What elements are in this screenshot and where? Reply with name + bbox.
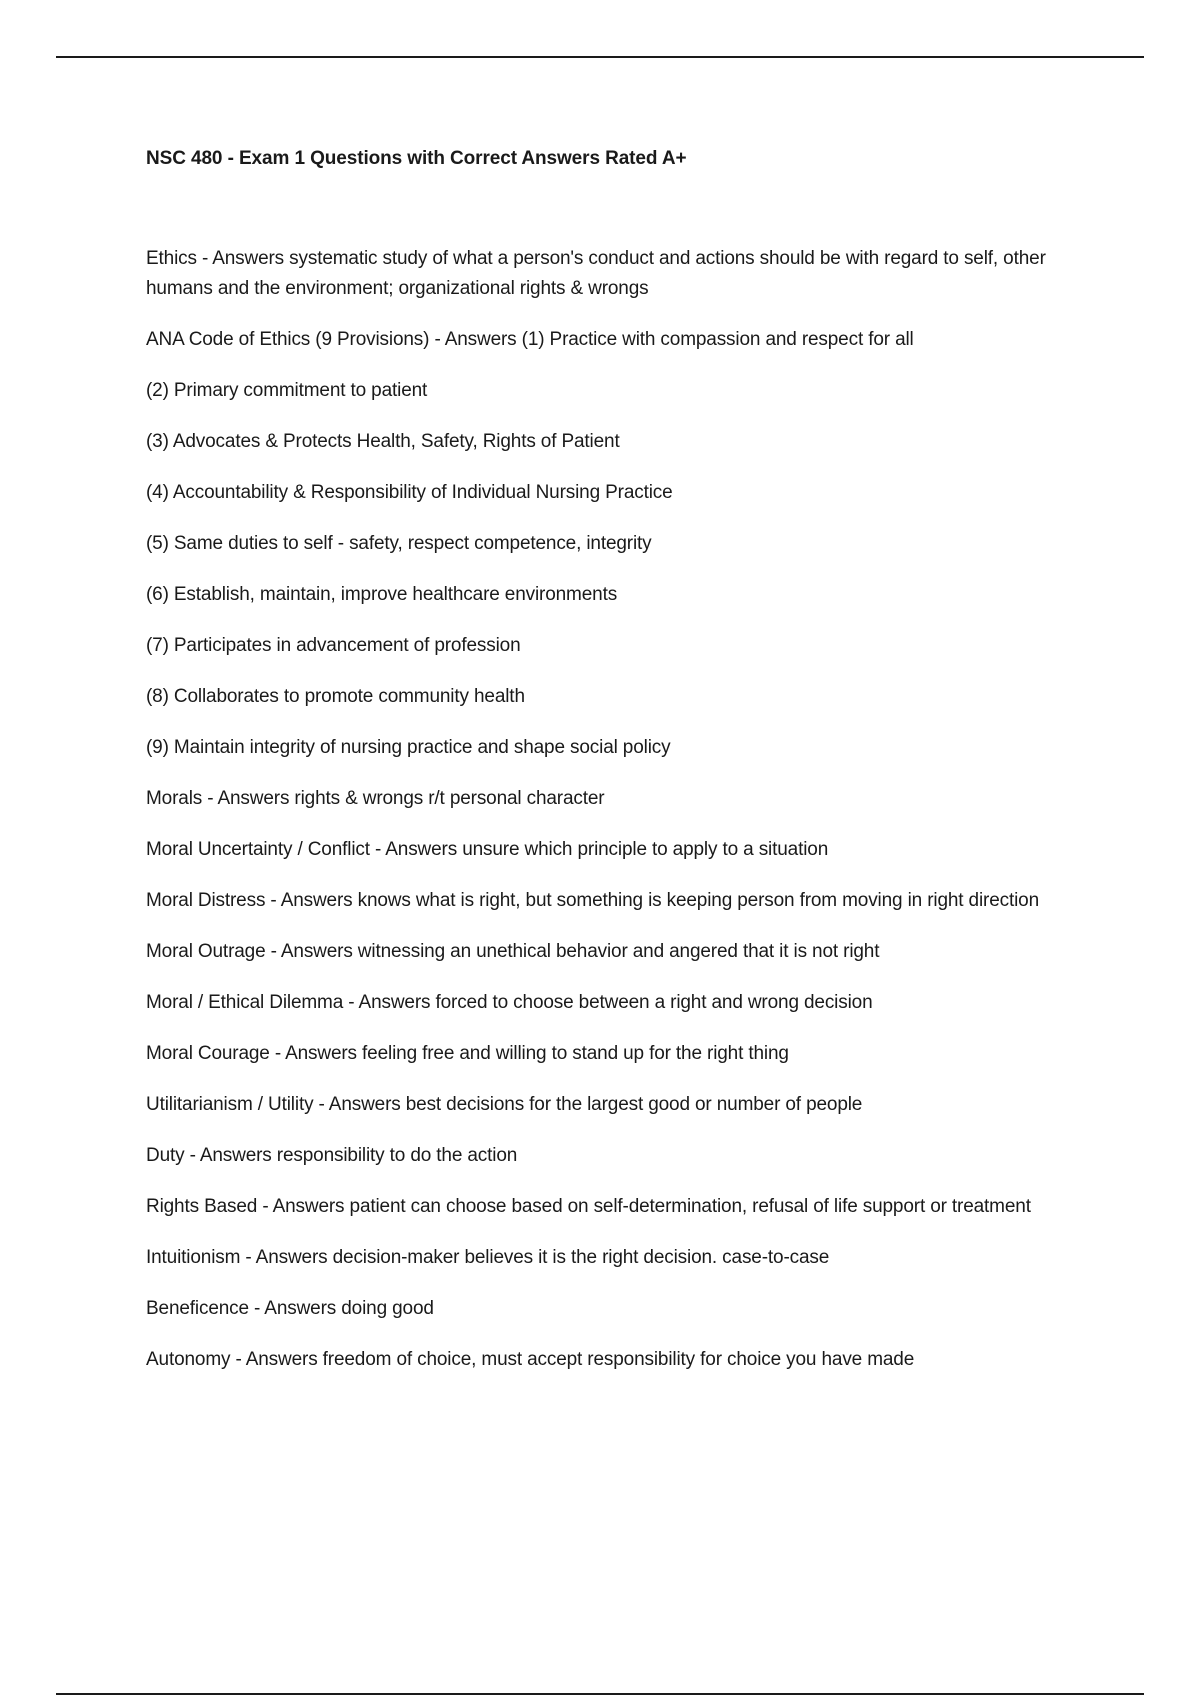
document-title: NSC 480 - Exam 1 Questions with Correct Answers Rated A+ [146, 148, 687, 169]
entry-moral-outrage: Moral Outrage - Answers witnessing an unethical behavior and angered that it is not right [146, 941, 880, 962]
header-rule [56, 56, 1144, 58]
entry-intuitionism: Intuitionism - Answers decision-maker believes it is the right decision. case-to-case [146, 1247, 830, 1268]
entry-ethical-dilemma: Moral / Ethical Dilemma - Answers forced to choose between a right and wrong decision [146, 992, 873, 1013]
entry-morals: Morals - Answers rights & wrongs r/t personal character [146, 788, 605, 809]
entry-provision-9: (9) Maintain integrity of nursing practice and shape social policy [146, 737, 671, 758]
entry-provision-3: (3) Advocates & Protects Health, Safety, Rights of Patient [146, 431, 620, 452]
entry-provision-2: (2) Primary commitment to patient [146, 380, 428, 401]
entry-provision-4: (4) Accountability & Responsibility of Individual Nursing Practice [146, 482, 673, 503]
entry-ana-code-of-ethics: ANA Code of Ethics (9 Provisions) - Answers (1) Practice with compassion and respect for all [146, 329, 914, 350]
entry-provision-6: (6) Establish, maintain, improve healthcare environments [146, 584, 618, 605]
entry-duty: Duty - Answers responsibility to do the action [146, 1145, 518, 1166]
entry-beneficence: Beneficence - Answers doing good [146, 1298, 434, 1319]
entry-provision-7: (7) Participates in advancement of profession [146, 635, 521, 656]
entry-list [146, 244, 1086, 1375]
entry-provision-8: (8) Collaborates to promote community health [146, 686, 525, 707]
entry-moral-uncertainty: Moral Uncertainty / Conflict - Answers unsure which principle to apply to a situation [146, 839, 829, 860]
entry-rights-based: Rights Based - Answers patient can choose based on self-determination, refusal of life support or treatment [146, 1196, 1031, 1217]
document-body [146, 146, 1086, 1396]
entry-moral-courage: Moral Courage - Answers feeling free and willing to stand up for the right thing [146, 1043, 789, 1064]
entry-provision-5: (5) Same duties to self - safety, respect competence, integrity [146, 533, 652, 554]
entry-autonomy: Autonomy - Answers freedom of choice, must accept responsibility for choice you have made [146, 1349, 915, 1370]
entry-utilitarianism: Utilitarianism / Utility - Answers best decisions for the largest good or number of people [146, 1094, 863, 1115]
entry-ethics: Ethics - Answers systematic study of what a person's conduct and actions should be with regard to self, other humans and the environment; organizational rights & wrongs [146, 248, 1046, 299]
entry-moral-distress: Moral Distress - Answers knows what is right, but something is keeping person from moving in right direction [146, 890, 1040, 911]
footer-rule [56, 1693, 1144, 1695]
